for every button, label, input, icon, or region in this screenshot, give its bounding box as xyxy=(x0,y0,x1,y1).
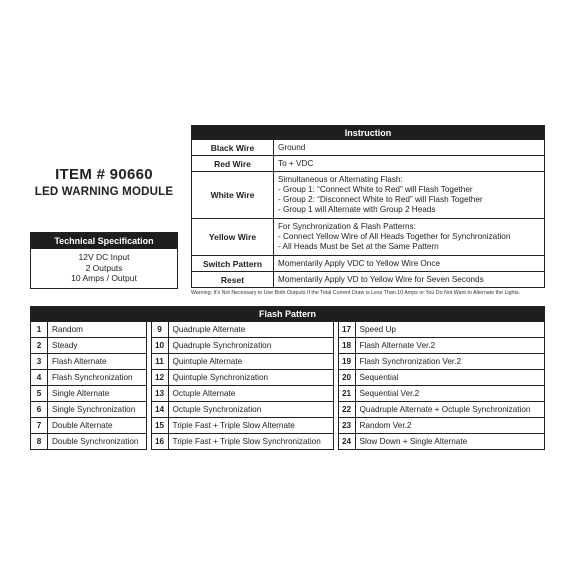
instruction-key: White Wire xyxy=(192,172,274,219)
instruction-key: Switch Pattern xyxy=(192,256,274,272)
pattern-number: 22 xyxy=(338,402,355,418)
pattern-name: Random Ver.2 xyxy=(355,418,544,434)
spec-line: 12V DC Input xyxy=(78,252,130,262)
instruction-line: Ground xyxy=(278,142,306,152)
pattern-number: 14 xyxy=(151,402,168,418)
pattern-number: 24 xyxy=(338,434,355,450)
pattern-name: Flash Synchronization xyxy=(48,370,147,386)
pattern-name: Quadruple Alternate xyxy=(168,322,333,338)
pattern-name: Slow Down + Single Alternate xyxy=(355,434,544,450)
instruction-key: Red Wire xyxy=(192,156,274,172)
table-row xyxy=(31,370,545,386)
pattern-name: Quadruple Synchronization xyxy=(168,338,333,354)
instruction-key: Yellow Wire xyxy=(192,219,274,256)
pattern-name: Triple Fast + Triple Slow Synchronization xyxy=(168,434,333,450)
warning-note: Warning: It’s Not Necessary to Use Both Outputs If the Total Current Draw is Less Than 10 Amps or You Do Not Want to Alternate the Lights. xyxy=(191,290,521,296)
instruction-value xyxy=(274,172,545,219)
pattern-name: Quintuple Alternate xyxy=(168,354,333,370)
table-row xyxy=(31,386,545,402)
pattern-name: Quadruple Alternate + Octuple Synchronization xyxy=(355,402,544,418)
pattern-number: 5 xyxy=(31,386,48,402)
table-row xyxy=(31,338,545,354)
table-row xyxy=(31,418,545,434)
instruction-line: - Group 1 will Alternate with Group 2 Heads xyxy=(278,205,436,214)
pattern-name: Flash Alternate xyxy=(48,354,147,370)
instruction-row-yellow-wire xyxy=(192,219,545,256)
pattern-number: 1 xyxy=(31,322,48,338)
instruction-value xyxy=(274,256,545,272)
pattern-number: 12 xyxy=(151,370,168,386)
pattern-number: 8 xyxy=(31,434,48,450)
table-row xyxy=(31,402,545,418)
pattern-number: 20 xyxy=(338,370,355,386)
pattern-number: 2 xyxy=(31,338,48,354)
pattern-number: 19 xyxy=(338,354,355,370)
pattern-number: 7 xyxy=(31,418,48,434)
instruction-line: Momentarily Apply VD to Yellow Wire for Seven Seconds xyxy=(278,274,484,284)
instruction-value xyxy=(274,219,545,256)
pattern-number: 6 xyxy=(31,402,48,418)
pattern-name: Flash Alternate Ver.2 xyxy=(355,338,544,354)
pattern-number: 21 xyxy=(338,386,355,402)
product-name: LED WARNING MODULE xyxy=(34,186,174,198)
pattern-name: Triple Fast + Triple Slow Alternate xyxy=(168,418,333,434)
pattern-number: 17 xyxy=(338,322,355,338)
pattern-name: Flash Synchronization Ver.2 xyxy=(355,354,544,370)
instruction-table xyxy=(191,125,545,288)
instruction-line: - Connect Yellow Wire of All Heads Together for Synchronization xyxy=(278,232,511,241)
flash-pattern-body xyxy=(31,322,545,450)
flash-pattern-table xyxy=(30,306,545,450)
instruction-line: To + VDC xyxy=(278,158,314,168)
pattern-number: 9 xyxy=(151,322,168,338)
instruction-row-white-wire xyxy=(192,172,545,219)
technical-specification-title: Technical Specification xyxy=(31,233,177,249)
technical-specification-box xyxy=(30,232,178,289)
pattern-number: 4 xyxy=(31,370,48,386)
pattern-number: 13 xyxy=(151,386,168,402)
instruction-line: - Group 1: “Connect White to Red” will Flash Together xyxy=(278,185,473,194)
pattern-name: Steady xyxy=(48,338,147,354)
instruction-row-switch-pattern xyxy=(192,256,545,272)
pattern-name: Octuple Synchronization xyxy=(168,402,333,418)
instruction-key: Reset xyxy=(192,272,274,288)
spec-line: 10 Amps / Output xyxy=(71,273,137,283)
technical-specification-body xyxy=(31,249,177,288)
instruction-line: Simultaneous or Alternating Flash: xyxy=(278,175,403,184)
pattern-number: 23 xyxy=(338,418,355,434)
instruction-value xyxy=(274,156,545,172)
instruction-value xyxy=(274,140,545,156)
pattern-name: Random xyxy=(48,322,147,338)
pattern-name: Single Alternate xyxy=(48,386,147,402)
instruction-title: Instruction xyxy=(192,126,545,140)
pattern-name: Double Alternate xyxy=(48,418,147,434)
pattern-name: Sequential Ver.2 xyxy=(355,386,544,402)
item-number: ITEM # 90660 xyxy=(55,166,153,183)
instruction-row-reset xyxy=(192,272,545,288)
spec-line: 2 Outputs xyxy=(85,262,123,273)
instruction-line: For Synchronization & Flash Patterns: xyxy=(278,222,416,231)
pattern-name: Speed Up xyxy=(355,322,544,338)
pattern-number: 3 xyxy=(31,354,48,370)
pattern-name: Quintuple Synchronization xyxy=(168,370,333,386)
table-row xyxy=(31,354,545,370)
table-row xyxy=(31,322,545,338)
pattern-name: Sequential xyxy=(355,370,544,386)
pattern-number: 16 xyxy=(151,434,168,450)
instruction-row-red-wire xyxy=(192,156,545,172)
pattern-number: 18 xyxy=(338,338,355,354)
pattern-name: Single Synchronization xyxy=(48,402,147,418)
table-row xyxy=(31,434,545,450)
instruction-row-black-wire xyxy=(192,140,545,156)
pattern-number: 10 xyxy=(151,338,168,354)
instruction-line: - Group 2: “Disconnect White to Red” will Flash Together xyxy=(278,195,483,204)
instruction-line: - All Heads Must be Set at the Same Pattern xyxy=(278,242,439,251)
pattern-name: Double Synchronization xyxy=(48,434,147,450)
pattern-number: 15 xyxy=(151,418,168,434)
pattern-number: 11 xyxy=(151,354,168,370)
title-block xyxy=(30,166,178,198)
instruction-line: Momentarily Apply VDC to Yellow Wire Once xyxy=(278,258,440,268)
flash-pattern-title: Flash Pattern xyxy=(31,307,545,322)
pattern-name: Octuple Alternate xyxy=(168,386,333,402)
instruction-value xyxy=(274,272,545,288)
instruction-key: Black Wire xyxy=(192,140,274,156)
